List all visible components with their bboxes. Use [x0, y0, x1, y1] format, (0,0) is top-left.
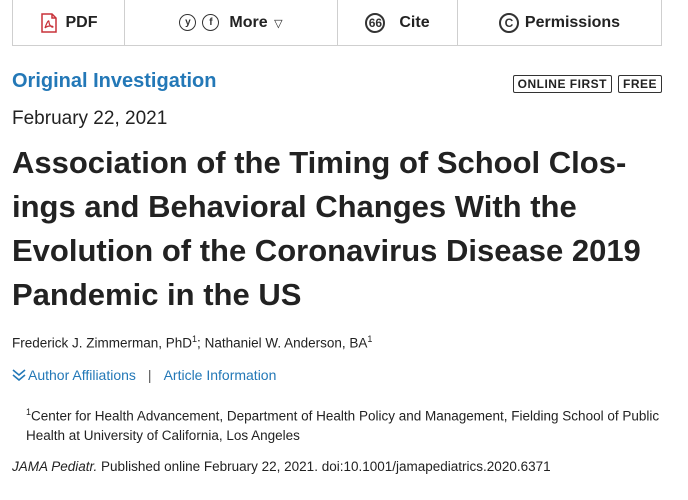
- citation-detail: Published online February 22, 2021. doi:10.1001/jamapediatrics.2020.6371: [101, 459, 551, 474]
- cite-button[interactable]: [338, 0, 458, 45]
- citation-line: [12, 459, 551, 474]
- pdf-label: PDF: [65, 13, 98, 31]
- facebook-icon[interactable]: f: [202, 14, 219, 31]
- link-separator: |: [147, 367, 152, 383]
- copyright-icon: C: [499, 13, 519, 33]
- share-more-group: [125, 0, 338, 45]
- article-toolbar: [12, 0, 662, 46]
- affiliation-marker: 1: [192, 334, 198, 344]
- affiliation-text: [26, 403, 666, 445]
- publication-date: February 22, 2021: [12, 108, 168, 129]
- pdf-icon: [40, 13, 58, 33]
- article-badges: [513, 75, 662, 93]
- free-badge: FREE: [618, 75, 662, 93]
- permissions-button[interactable]: [458, 0, 661, 45]
- article-title: Association of the Timing of School Clos-ings and Behavioral Changes With the Evolution of the Coronavirus Disease 2019 Pandemic in the US: [12, 145, 641, 312]
- online-first-badge: ONLINE FIRST: [513, 75, 612, 93]
- author-list: [12, 334, 372, 351]
- affiliation-number: 1: [26, 407, 32, 417]
- cite-label: Cite: [399, 13, 430, 31]
- article-type[interactable]: Original Investigation: [12, 70, 217, 92]
- more-button[interactable]: [229, 14, 282, 32]
- article-information-link[interactable]: Article Information: [163, 367, 277, 383]
- twitter-icon[interactable]: y: [179, 14, 196, 31]
- article-meta-links: [12, 367, 276, 383]
- author-name[interactable]: Nathaniel W. Anderson, BA: [204, 335, 368, 351]
- pdf-button[interactable]: [13, 0, 125, 45]
- author-separator: ;: [197, 335, 201, 351]
- author-name[interactable]: Frederick J. Zimmerman, PhD: [12, 335, 193, 351]
- permissions-label: Permissions: [524, 13, 621, 31]
- chevron-down-icon: ▽: [274, 17, 283, 30]
- quote-icon: 66: [365, 13, 385, 33]
- author-affiliations-link[interactable]: Author Affiliations: [28, 367, 136, 383]
- affiliation-marker: 1: [367, 334, 373, 344]
- double-chevron-down-icon: [12, 369, 26, 381]
- affiliation-body: Center for Health Advancement, Department of Health Policy and Management, Fielding School of Public Health at University of California, Los Angeles: [26, 408, 660, 443]
- more-label: More: [229, 13, 268, 31]
- journal-abbrev: JAMA Pediatr.: [12, 459, 98, 474]
